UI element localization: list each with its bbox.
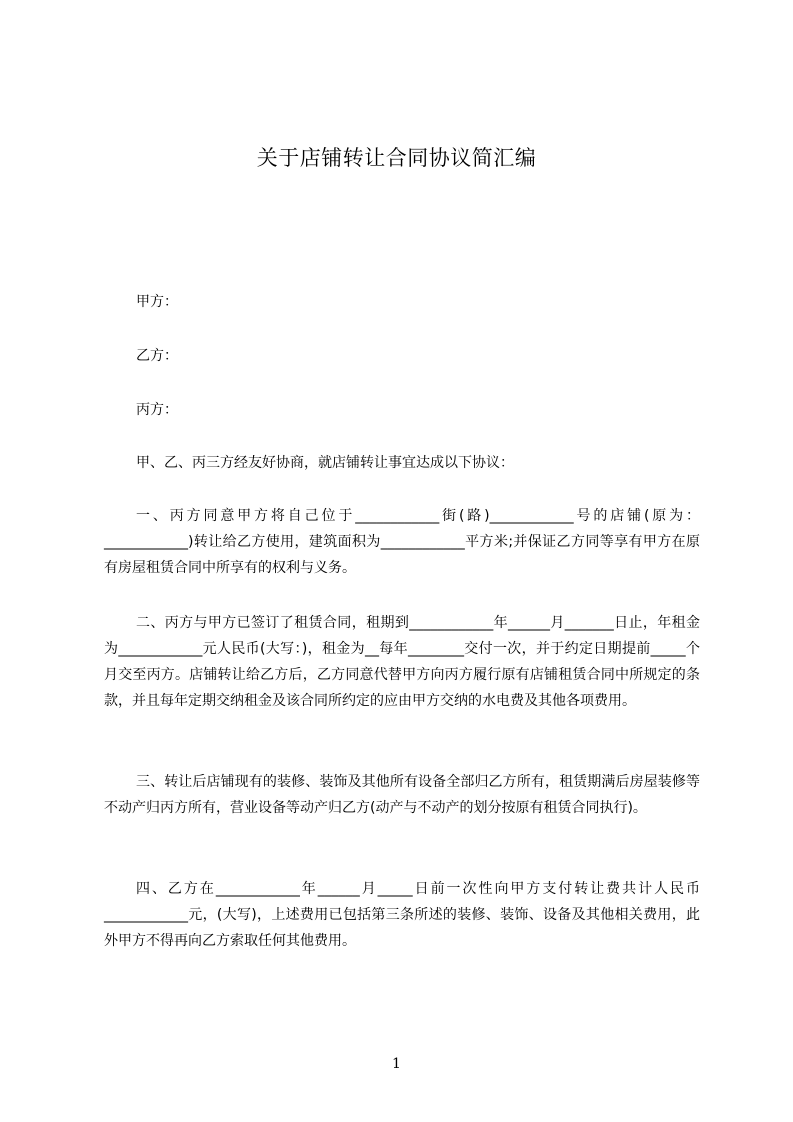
document-title: 关于店铺转让合同协议简汇编 [256, 146, 537, 170]
party-b-label: 乙方： [136, 348, 178, 364]
clause-3: 三、转让后店铺现有的装修、装饰及其他所有设备全部归乙方所有，租赁期满后房屋装修等不动产归丙方所有，营业设备等动产归乙方(动产与不动产的划分按原有租赁合同执行)。 [104, 774, 700, 816]
clause-1: 一、丙方同意甲方将自己位于____________街(路)____________号的店铺(原为：____________)转让给乙方使用，建筑面积为____________平方米;并保证乙方同等享有甲方在原有房屋租赁合同中所享有的权利与义务。 [104, 508, 700, 576]
party-c-label: 丙方： [136, 402, 178, 418]
party-a-label: 甲方： [136, 294, 178, 310]
clause-2: 二、丙方与甲方已签订了租赁合同，租期到____________年______月_______日止，年租金为____________元人民币(大写：)，租金为__每年________交付一次，并于约定日期提前_____个月交至丙方。店铺转让给乙方后，乙方同意代替甲方向丙方履行原有店铺租赁合同中所规定的条款，并且每年定期交纳租金及该合同所约定的应由甲方交纳的水电费及其他各项费用。 [104, 615, 700, 709]
intro-paragraph: 甲、乙、丙三方经友好协商，就店铺转让事宜达成以下协议： [136, 455, 514, 471]
page-number: 1 [392, 1056, 401, 1072]
clause-4: 四、乙方在____________年______月_____日前一次性向甲方支付转让费共计人民币____________元，(大写)，上述费用已包括第三条所述的装修、装饰、设备及其他相关费用，此外甲方不得再向乙方索取任何其他费用。 [104, 881, 700, 949]
